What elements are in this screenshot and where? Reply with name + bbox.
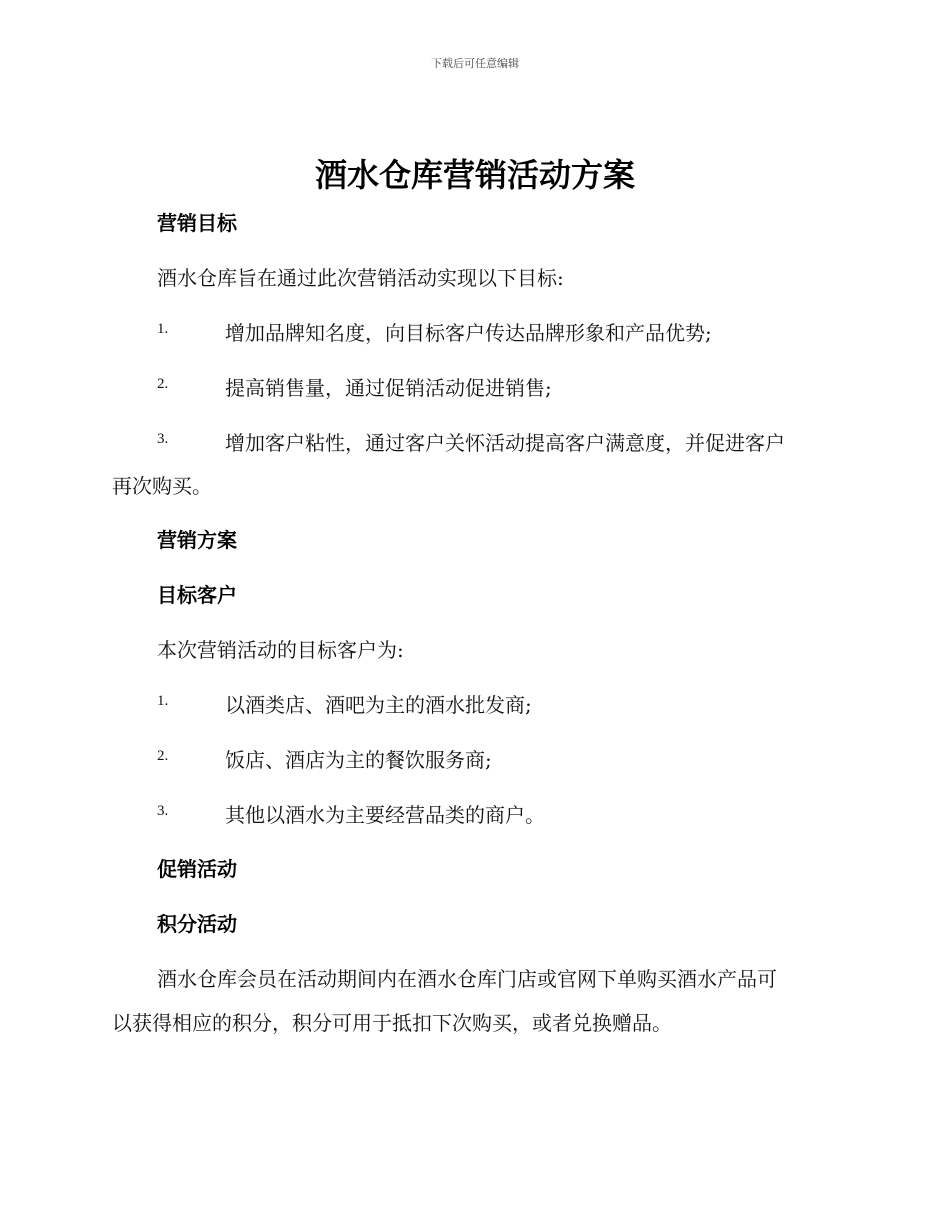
heading-promotion: 促销活动 bbox=[157, 857, 237, 881]
heading-points-activity: 积分活动 bbox=[157, 912, 237, 936]
list-text: 增加客户粘性，通过客户关怀活动提高客户满意度，并促进客户 bbox=[225, 431, 785, 455]
list-text: 饭店、酒店为主的餐饮服务商; bbox=[225, 748, 492, 772]
list-number: 1. bbox=[157, 321, 169, 337]
list-number: 2. bbox=[157, 376, 169, 392]
list-number: 2. bbox=[157, 748, 169, 764]
customer-intro: 本次营销活动的目标客户为: bbox=[157, 638, 404, 662]
points-paragraph-line1: 酒水仓库会员在活动期间内在酒水仓库门店或官网下单购买酒水产品可 bbox=[157, 967, 777, 991]
heading-marketing-plan: 营销方案 bbox=[157, 528, 237, 552]
list-text: 其他以酒水为主要经营品类的商户。 bbox=[225, 803, 545, 827]
list-text: 增加品牌知名度，向目标客户传达品牌形象和产品优势; bbox=[225, 321, 712, 345]
list-number: 3. bbox=[157, 431, 169, 447]
list-text: 提高销售量，通过促销活动促进销售; bbox=[225, 376, 552, 400]
header-note: 下载后可任意编辑 bbox=[431, 57, 519, 70]
points-paragraph-line2: 以获得相应的积分，积分可用于抵扣下次购买，或者兑换赠品。 bbox=[112, 1011, 672, 1035]
document-title: 酒水仓库营销活动方案 bbox=[314, 156, 635, 194]
list-number: 3. bbox=[157, 803, 169, 819]
heading-target-customer: 目标客户 bbox=[157, 583, 237, 607]
list-text: 以酒类店、酒吧为主的酒水批发商; bbox=[225, 693, 532, 717]
goal-intro: 酒水仓库旨在通过此次营销活动实现以下目标: bbox=[157, 266, 564, 290]
list-number: 1. bbox=[157, 693, 169, 709]
list-text-continuation: 再次购买。 bbox=[112, 474, 212, 498]
heading-marketing-goal: 营销目标 bbox=[157, 211, 237, 235]
